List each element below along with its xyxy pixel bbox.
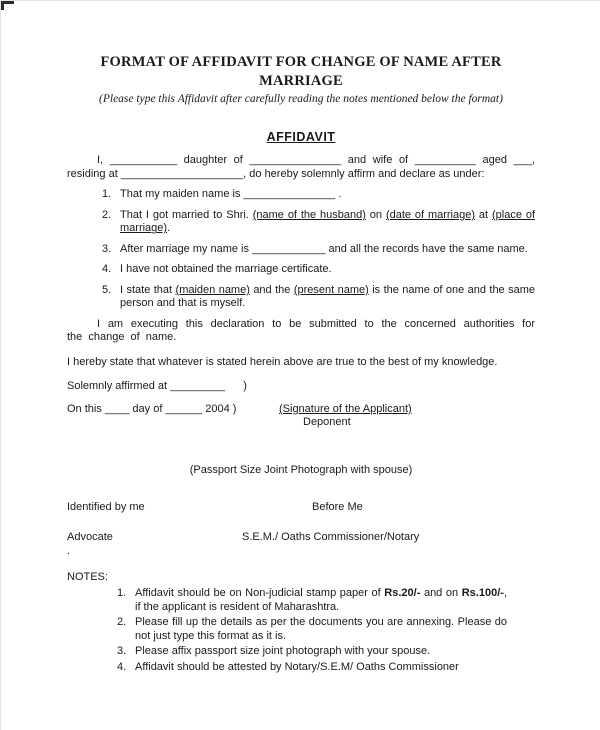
affirmation-list [67,188,535,311]
note-item-text [135,616,507,643]
text-segment: (place of marriage) [120,208,536,235]
text-segment: That my maiden name is _______________ . [120,188,342,201]
list-item-text [120,243,535,257]
commissioner-label: S.E.M./ Oaths Commissioner/Notary [242,530,420,543]
text-segment: , if the applicant is resident of Maharashtra. [135,587,507,613]
list-item-1 [102,188,535,202]
list-item-3 [102,243,535,257]
text-segment: (date of marriage) [385,208,476,221]
note-item-number: 1. [117,587,127,600]
text-segment: and on [420,587,462,600]
list-item-number: 1. [102,188,112,201]
note-item-text [135,645,507,659]
list-item-4 [102,263,535,277]
text-segment: Affidavit should be attested by Notary/S.E.M/ Oaths Commissioner [135,660,459,673]
note-item-4 [117,661,507,675]
signature-label: (Signature of the Applicant) [279,402,412,415]
list-item-2 [102,209,535,236]
text-segment: on [365,208,386,221]
declaration-paragraph: I am executing this declaration to be submitted to the concerned authorities for the change of name. [67,317,535,344]
list-item-number: 4. [102,263,112,276]
text-segment: Rs.20/- [384,587,421,600]
list-item-number: 2. [102,208,112,221]
solemnly-affirmed-text: Solemnly affirmed at _________ [67,380,226,393]
note-item-text [135,661,507,675]
text-segment: (name of the husband) [252,208,366,221]
note-item-3 [117,645,507,659]
text-segment: I state that [120,283,176,296]
list-item-5 [102,284,535,311]
date-line [67,403,535,430]
note-item-text [135,587,507,614]
note-item-number: 3. [117,645,127,658]
closing-paren: ) [243,380,247,393]
list-item-text [120,209,535,236]
before-me-label: Before Me [312,501,363,514]
identified-by-label: Identified by me [67,501,145,514]
note-item-number: 2. [117,616,127,629]
statement-paragraph: I hereby state that whatever is stated herein above are true to the best of my knowledge. [67,355,498,368]
stray-period: . [67,545,71,558]
witness-row [67,501,535,515]
text-segment: After marriage my name is ____________ and all the records have the same name. [120,242,528,255]
note-item-1 [117,587,507,614]
text-segment: . [167,222,171,235]
list-item-text [120,263,535,277]
advocate-label: Advocate [67,530,113,543]
deponent-label: Deponent [303,416,351,429]
list-item-text [120,188,535,202]
note-item-2 [117,616,507,643]
list-item-number: 5. [102,283,112,296]
text-segment: is the name of one and the same person and that is myself. [120,283,535,310]
text-segment: Affidavit should be on Non-judicial stamp paper of [135,587,385,600]
opening-paragraph: I, ___________ daughter of _______________ and wife of __________ aged ___, residing at ____________________, do hereby solemnly affirm and declare as under: [67,154,535,180]
affidavit-heading: AFFIDAVIT [266,130,336,145]
text-segment: at [475,208,492,221]
photo-instruction: (Passport Size Joint Photograph with spouse) [189,463,413,476]
text-segment: Rs.100/- [461,587,504,600]
notes-heading: NOTES: [67,570,108,583]
list-item-number: 3. [102,242,112,255]
text-segment: and the [249,283,294,296]
text-segment: Please affix passport size joint photograph with your spouse. [135,645,431,658]
text-segment: (present name) [293,283,369,296]
list-item-text [120,284,535,311]
text-segment: That I got married to Shri. [120,208,253,221]
notes-list [67,587,507,674]
document-title: FORMAT OF AFFIDAVIT FOR CHANGE OF NAME AFTER MARRIAGE [100,54,502,89]
text-segment: (maiden name) [175,283,250,296]
solemnly-affirmed-line [67,380,535,394]
scan-corner-mark [1,1,14,10]
advocate-row [67,531,535,545]
document-subtitle: (Please type this Affidavit after carefully reading the notes mentioned below the format) [99,92,503,105]
text-segment: I have not obtained the marriage certificate. [120,263,332,276]
date-text: On this ____ day of ______ 2004 ) [67,402,237,415]
signature-block [279,403,412,430]
note-item-number: 4. [117,660,127,673]
text-segment: Please fill up the details as per the documents you are annexing. Please do not just type this format as it is. [135,616,507,642]
